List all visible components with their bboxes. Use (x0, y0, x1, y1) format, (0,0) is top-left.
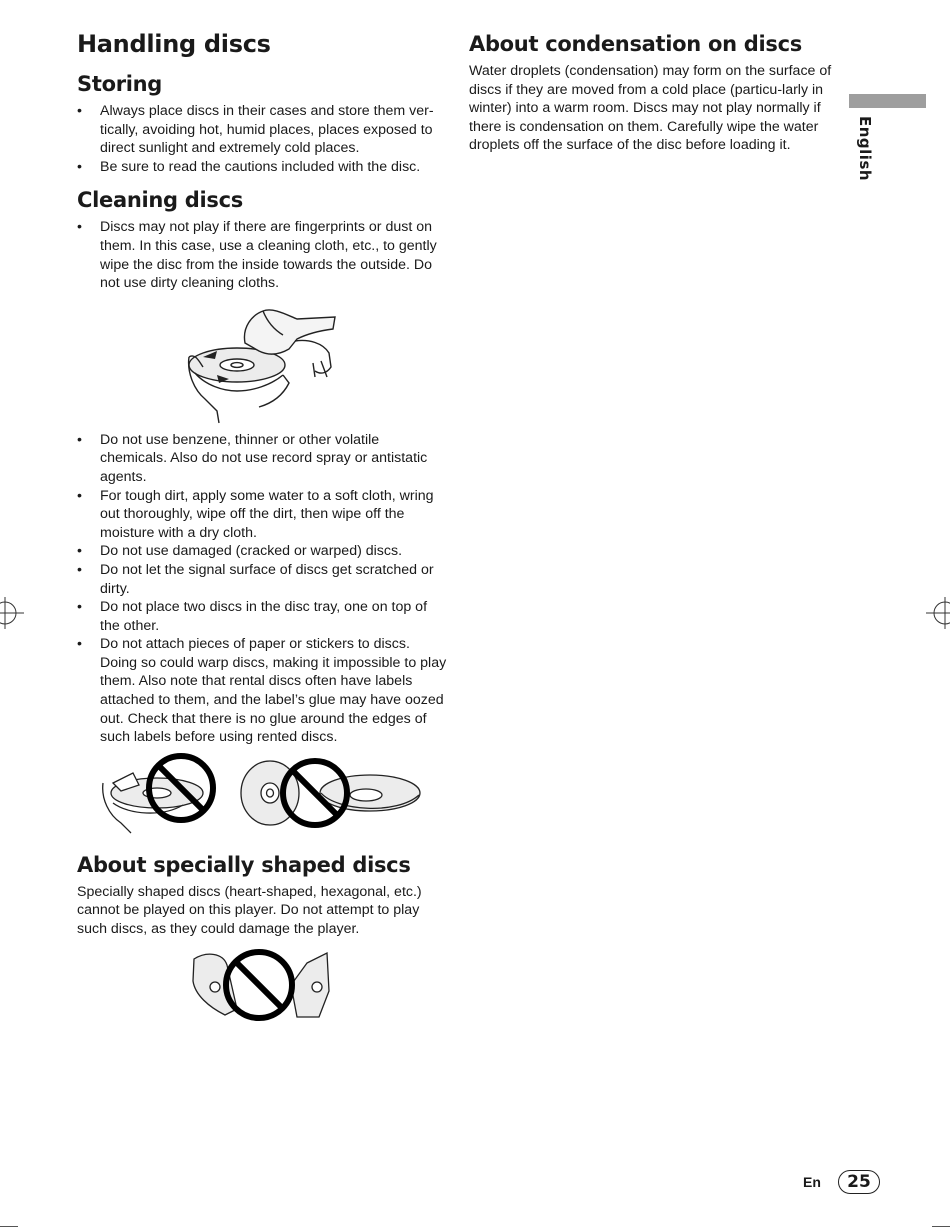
condensation-text: Water droplets (condensation) may form on the surface of discs if they are moved from a cold place (particu-larly in winter) into a warm room. Discs may not play normally if there is condensation on them. Carefully wipe the water droplets off the surface of the disc before loading it. (469, 63, 832, 154)
footer-language: En (803, 1174, 821, 1190)
list-item: • For tough dirt, apply some water to a soft cloth, wring out thoroughly, wipe off the dirt, then wipe off the moisture with a dry cloth. (77, 487, 447, 543)
storing-section (77, 72, 447, 176)
list-item: • Do not let the signal surface of discs get scratched or dirty. (77, 561, 447, 598)
list-item: • Do not use damaged (cracked or warped) discs. (77, 542, 447, 561)
shaped-discs-prohibited-illustration (77, 947, 447, 1027)
crop-mark-bottom-left (0, 1226, 18, 1227)
language-tab-bar (849, 94, 926, 108)
cleaning-list-bottom (77, 431, 447, 747)
registration-mark-right (924, 597, 950, 629)
cleaning-list-top (77, 218, 447, 292)
list-item: • Always place discs in their cases and store them ver-tically, avoiding hot, humid places, places exposed to direct sunlight and extremely cold places. (77, 102, 447, 158)
left-column (77, 30, 447, 1027)
disc-wiping-illustration (77, 301, 447, 427)
cleaning-heading: Cleaning discs (77, 188, 243, 213)
condensation-section (469, 32, 841, 155)
list-item: • Do not place two discs in the disc tray, one on top of the other. (77, 598, 447, 635)
page-number: 25 (838, 1170, 880, 1194)
list-item: • Discs may not play if there are fingerprints or dust on them. In this case, use a cleaning cloth, etc., to gently wipe the disc from the inside towards the outside. Do not use dirty cleaning cloths. (77, 218, 447, 292)
storing-list (77, 102, 447, 176)
cleaning-section (77, 188, 447, 836)
registration-mark-left (0, 597, 26, 629)
list-item: • Do not attach pieces of paper or stickers to discs. Doing so could warp discs, making it impossible to play them. Also note that rental discs often have labels attached to them, and the label’s glue may have oozed out. Check that there is no glue around the edges of such labels before using rented discs. (77, 635, 447, 747)
special-discs-heading: About specially shaped discs (77, 852, 411, 877)
storing-heading: Storing (77, 72, 163, 96)
special-discs-text: Specially shaped discs (heart-shaped, hexagonal, etc.) cannot be played on this player. Do not attempt to play such discs, as they could damage the player. (77, 883, 422, 938)
crop-mark-bottom-right (932, 1226, 950, 1227)
language-tab-label: English (856, 116, 874, 182)
right-column (469, 32, 841, 155)
special-discs-section (77, 853, 447, 1027)
list-item: • Be sure to read the cautions included with the disc. (77, 158, 447, 177)
list-item: • Do not use benzene, thinner or other volatile chemicals. Also do not use record spray or antistatic agents. (77, 431, 447, 487)
prohibited-disc-handling-illustration (77, 753, 447, 837)
condensation-heading: About condensation on discs (469, 32, 802, 56)
page-title: Handling discs (77, 30, 271, 58)
